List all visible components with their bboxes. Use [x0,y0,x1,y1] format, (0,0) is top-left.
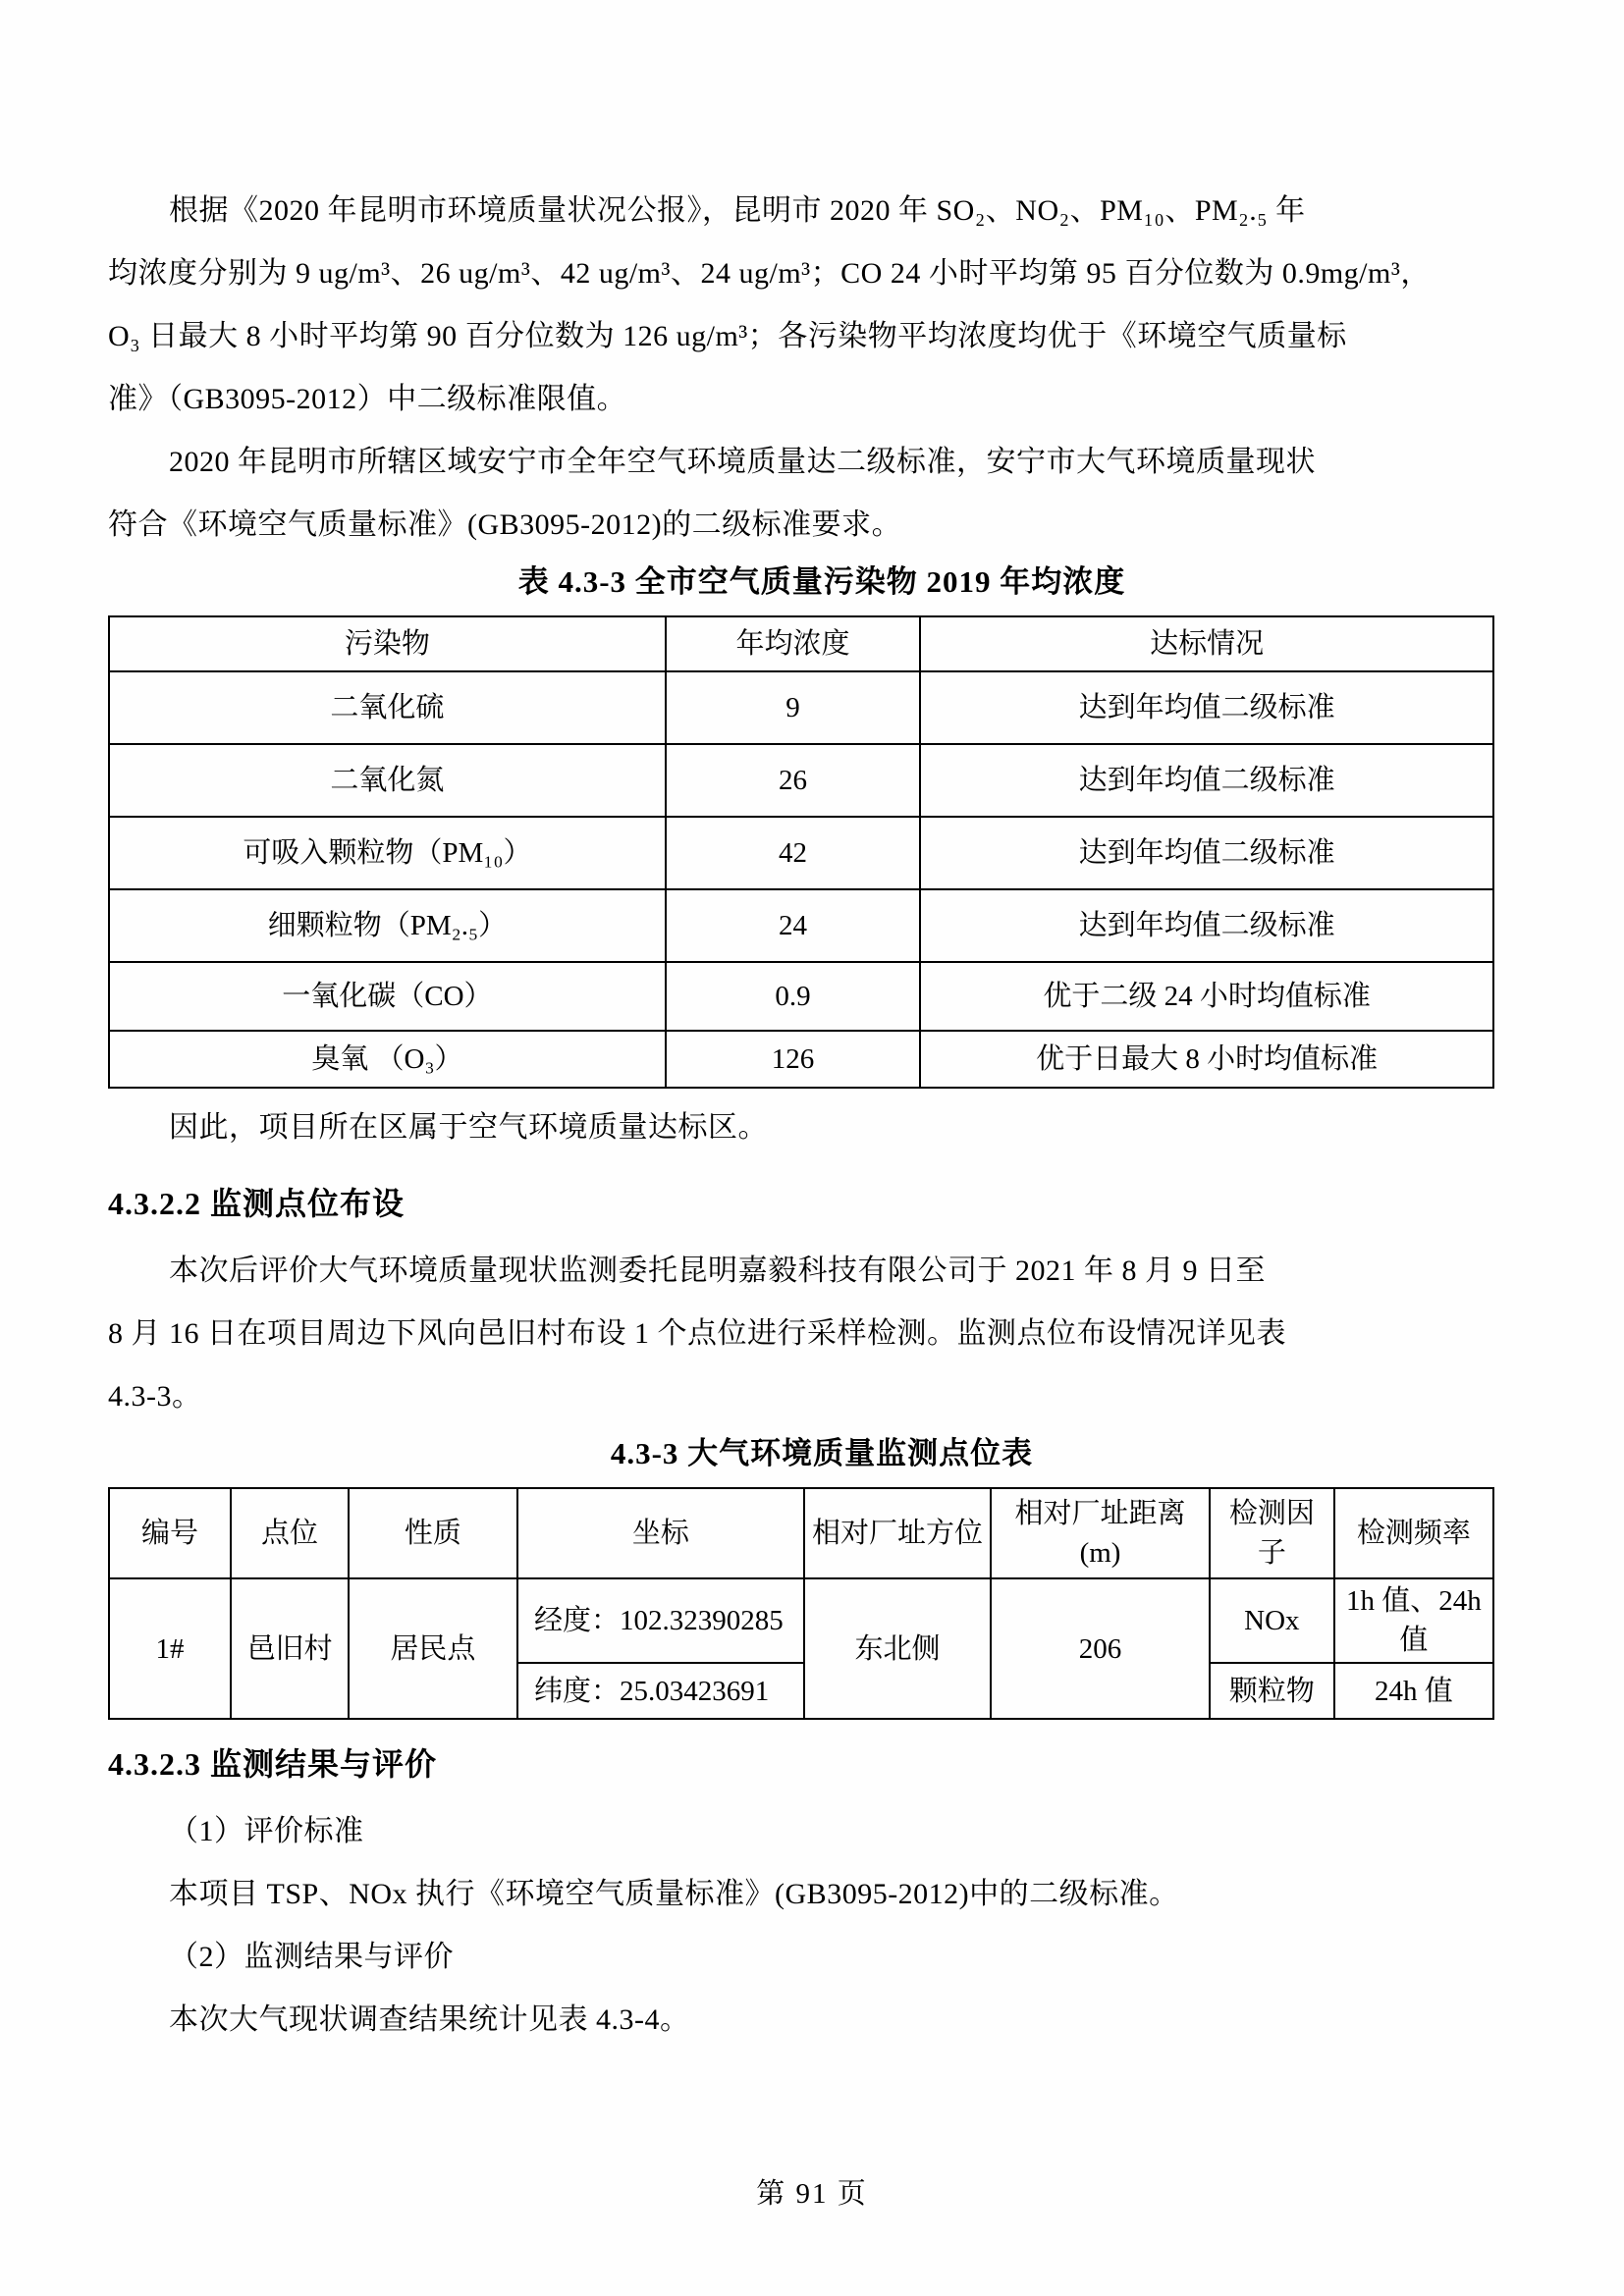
table1-cell: 9 [666,671,920,744]
table2-cell-frequency-nox: 1h 值、24h 值 [1334,1578,1493,1663]
table2-header-id: 编号 [109,1488,231,1578]
table2-cell-longitude: 经度：102.32390285 [517,1578,804,1663]
table2-caption: 4.3-3 大气环境质量监测点位表 [610,1436,1034,1470]
section-heading-4322: 4.3.2.2 监测点位布设 [108,1186,406,1221]
table1-caption: 表 4.3-3 全市空气质量污染物 2019 年均浓度 [517,564,1126,599]
text-line: 符合《环境空气质量标准》(GB3095-2012)的二级标准要求。 [108,508,902,541]
table2-header-distance: 相对厂址距离(m) [991,1488,1210,1578]
table2-header-frequency: 检测频率 [1334,1488,1493,1578]
section-heading-4323: 4.3.2.3 监测结果与评价 [108,1746,438,1782]
text-line: 4.3-3。 [108,1380,202,1413]
table2-cell-factor-particulate: 颗粒物 [1210,1663,1334,1719]
table1-cell: 42 [666,817,920,889]
table1-header-status: 达标情况 [920,616,1493,671]
table1-cell: 达到年均值二级标准 [920,671,1493,744]
text-line: O₃ 日最大 8 小时平均第 90 百分位数为 126 ug/m³；各污染物平均浓度均优于《环境空气质量标 [108,320,1347,352]
paragraph-eval-standard: 本项目 TSP、NOx 执行《环境空气质量标准》(GB3095-2012)中的二级标准。 [169,1878,1179,1910]
table-row [109,1578,1493,1663]
table1-cell: 一氧化碳（CO） [109,962,666,1031]
table2-header-row [109,1488,1493,1578]
table1-cell: 达到年均值二级标准 [920,817,1493,889]
paragraph-anning-standard [108,431,1536,557]
table2-header-factor: 检测因子 [1210,1488,1334,1578]
table1-cell: 26 [666,744,920,817]
table2-header-coordinates: 坐标 [517,1488,804,1578]
table2-cell-type: 居民点 [349,1578,517,1719]
table2-cell-factor-nox: NOx [1210,1578,1334,1663]
table1-cell: 二氧化氮 [109,744,666,817]
table-row [109,744,1493,817]
page-number: 第 91 页 [756,2178,868,2210]
paragraph-conclusion-attainment: 因此，项目所在区属于空气环境质量达标区。 [169,1111,768,1144]
table1-cell: 优于日最大 8 小时均值标准 [920,1031,1493,1088]
table1-header-concentration: 年均浓度 [666,616,920,671]
table2-cell-direction: 东北侧 [804,1578,991,1719]
table2-cell-latitude: 纬度：25.03423691 [517,1663,804,1719]
table-annual-pollutant-concentration [108,615,1494,1089]
table1-cell: 可吸入颗粒物（PM₁₀） [109,817,666,889]
table1-cell: 臭氧 （O₃） [109,1031,666,1088]
text-line: 2020 年昆明市所辖区域安宁市全年空气环境质量达二级标准，安宁市大气环境质量现状 [169,446,1316,478]
table-row [109,817,1493,889]
paragraph-monitoring-commission [108,1240,1536,1428]
text-line: 8 月 16 日在项目周边下风向邑旧村布设 1 个点位进行采样检测。监测点位布设情况详见表 [108,1317,1286,1350]
table2-header-site: 点位 [231,1488,349,1578]
paragraph-kunming-2020-report [108,180,1536,431]
table-row [109,671,1493,744]
table1-cell: 达到年均值二级标准 [920,744,1493,817]
text-line: 均浓度分别为 9 ug/m³、26 ug/m³、42 ug/m³、24 ug/m³；CO 24 小时平均第 95 百分位数为 0.9mg/m³， [108,257,1431,290]
table2-header-direction: 相对厂址方位 [804,1488,991,1578]
text-line: 准》（GB3095-2012）中二级标准限值。 [108,383,627,415]
text-line: 本次后评价大气环境质量现状监测委托昆明嘉毅科技有限公司于 2021 年 8 月 9 日至 [169,1255,1266,1287]
table1-cell: 优于二级 24 小时均值标准 [920,962,1493,1031]
table-row [109,1031,1493,1088]
table2-cell-id: 1# [109,1578,231,1719]
table1-header-row [109,616,1493,671]
table1-cell: 达到年均值二级标准 [920,889,1493,962]
table2-cell-site: 邑旧村 [231,1578,349,1719]
table-row [109,889,1493,962]
paragraph-result-reference: 本次大气现状调查结果统计见表 4.3-4。 [169,2003,690,2036]
text-line: 根据《2020 年昆明市环境质量状况公报》，昆明市 2020 年 SO₂、NO₂、PM₁₀、PM₂.₅ 年 [169,194,1306,227]
paragraph-eval-standard-label: （1）评价标准 [169,1815,364,1847]
paragraph-result-label: （2）监测结果与评价 [169,1941,454,1973]
table1-cell: 二氧化硫 [109,671,666,744]
table1-header-pollutant: 污染物 [109,616,666,671]
table-monitoring-points [108,1487,1494,1720]
table2-cell-distance: 206 [991,1578,1210,1719]
table2-cell-frequency-particulate: 24h 值 [1334,1663,1493,1719]
table1-cell: 126 [666,1031,920,1088]
table2-header-type: 性质 [349,1488,517,1578]
table1-cell: 24 [666,889,920,962]
table1-cell: 0.9 [666,962,920,1031]
table1-cell: 细颗粒物（PM₂.₅） [109,889,666,962]
table-row [109,962,1493,1031]
